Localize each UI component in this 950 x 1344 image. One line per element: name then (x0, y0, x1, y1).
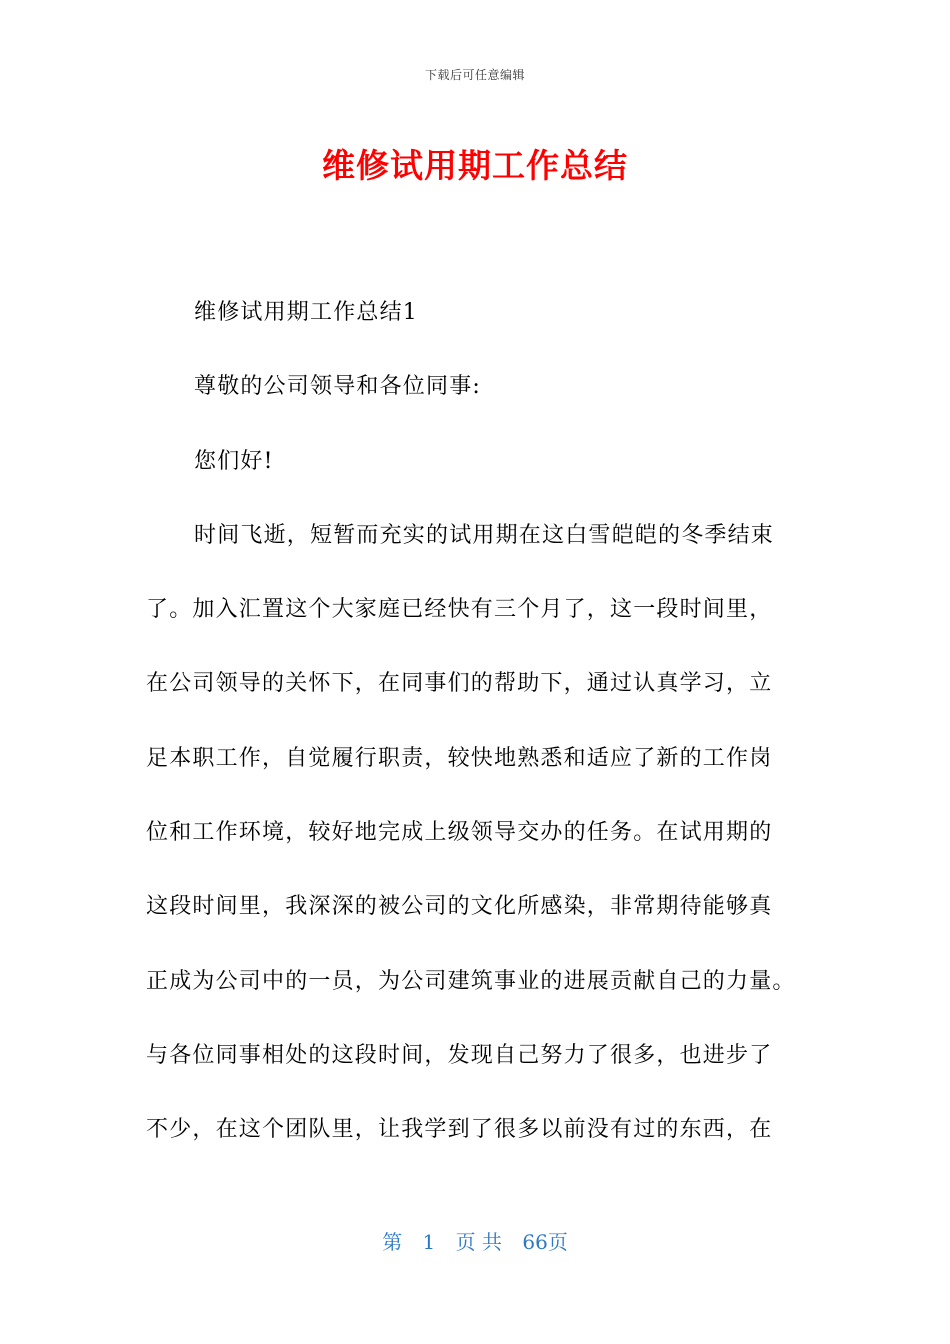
paragraph-line: 足本职工作，自觉履行职责，较快地熟悉和适应了新的工作岗 (146, 745, 773, 771)
section-heading: 维修试用期工作总结1 (194, 300, 418, 325)
paragraph-line: 与各位同事相处的这段时间，发现自己努力了很多，也进步了 (146, 1042, 773, 1068)
salutation: 尊敬的公司领导和各位同事: (194, 374, 482, 400)
document-body (146, 276, 806, 1168)
greeting: 您们好! (194, 448, 274, 474)
header-note: 下载后可任意编辑 (424, 68, 525, 82)
paragraph-line: 正成为公司中的一员，为公司建筑事业的进展贡献自己的力量。 (146, 968, 796, 994)
footer-prefix: 第 (382, 1230, 403, 1254)
footer-middle: 页 共 (455, 1230, 502, 1254)
total-pages: 66 (522, 1230, 548, 1254)
paragraph-line: 不少，在这个团队里，让我学到了很多以前没有过的东西，在 (146, 1117, 773, 1143)
page-footer (0, 1226, 950, 1255)
paragraph-line: 在公司领导的关怀下，在同事们的帮助下，通过认真学习，立 (146, 671, 773, 697)
paragraph-line: 这段时间里，我深深的被公司的文化所感染，非常期待能够真 (146, 894, 773, 920)
paragraph-line: 位和工作环境，较好地完成上级领导交办的任务。在试用期的 (146, 820, 773, 846)
page-number: 1 (422, 1230, 436, 1254)
paragraph-line: 时间飞逝，短暂而充实的试用期在这白雪皑皑的冬季结束 (194, 522, 775, 548)
footer-suffix: 页 (547, 1230, 568, 1254)
document-title: 维修试用期工作总结 (322, 146, 628, 185)
paragraph-line: 了。加入汇置这个大家庭已经快有三个月了，这一段时间里， (146, 597, 773, 623)
